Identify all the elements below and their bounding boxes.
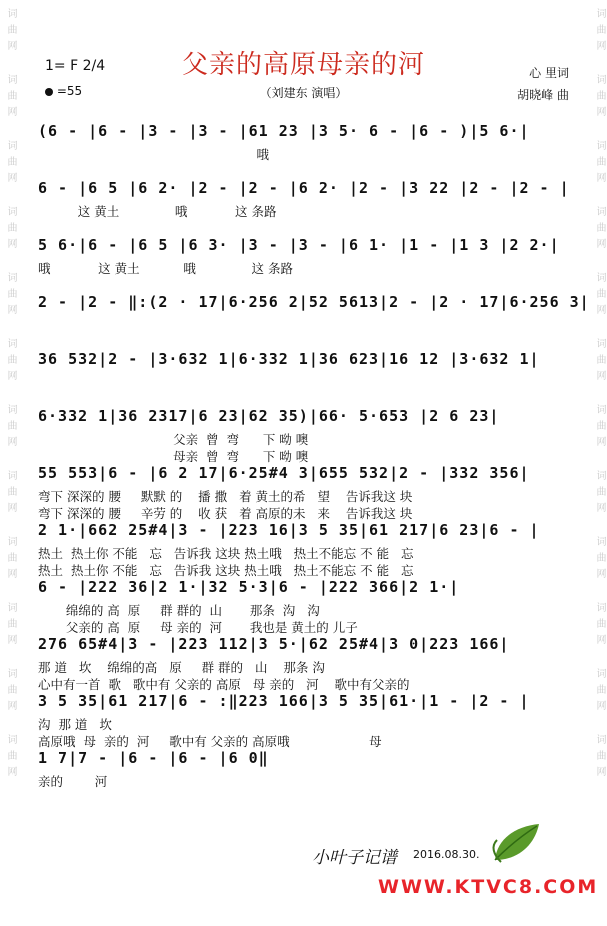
watermark-char: 网 <box>594 238 605 248</box>
watermark-char: 词 <box>594 404 605 414</box>
watermark-char: 曲 <box>594 750 605 760</box>
watermark-char: 网 <box>5 568 16 578</box>
watermark-char: 网 <box>594 436 605 446</box>
lyric-line: 这 黄土 哦 这 条路 <box>38 204 277 219</box>
watermark-char: 网 <box>594 634 605 644</box>
notation-line: 36 532|2 - |3·632 1|6·332 1|36 623|16 12 |3·632 1| <box>38 350 540 368</box>
watermark-char: 曲 <box>5 288 16 298</box>
lyric-line: 亲的 河 <box>38 774 108 789</box>
lyric-line: 父亲 曾 弯 下 呦 噢 <box>38 432 309 447</box>
lyricist-credit: 心 里词 <box>529 66 569 80</box>
watermark-char: 词 <box>5 404 16 414</box>
notation-line: 2 - |2 - ‖:(2 · 17|6·256 2|52 5613|2 - |2 · 17|6·256 3| <box>38 293 590 311</box>
lyric-line: 心中有一首 歌 歌中有 父亲的 高原 母 亲的 河 歌中有父亲的 <box>38 677 410 692</box>
watermark-char: 网 <box>594 766 605 776</box>
notation-line: 1 7|7 - |6 - |6 - |6 0‖ <box>38 749 269 767</box>
notation-line: 276 65#4|3 - |223 112|3 5·|62 25#4|3 0|223 166| <box>38 635 510 653</box>
watermark-char: 词 <box>5 272 16 282</box>
watermark-char: 曲 <box>5 354 16 364</box>
watermark-char: 曲 <box>5 156 16 166</box>
notation-line: 6·332 1|36 2317|6 23|62 35)|66· 5·653 |2 6 23| <box>38 407 500 425</box>
leaf-icon <box>487 820 542 865</box>
lyric-line: 绵绵的 高 原 群 群的 山 那条 沟 沟 <box>38 603 320 618</box>
watermark-char: 词 <box>594 8 605 18</box>
watermark-char: 网 <box>5 172 16 182</box>
watermark-char: 词 <box>594 272 605 282</box>
watermark-char: 词 <box>5 140 16 150</box>
lyric-line: 哦 <box>38 147 270 162</box>
lyric-line: 沟 那 道 坎 <box>38 717 112 732</box>
website-logo: WWW.KTVC8.COM <box>378 876 599 898</box>
transcription-date: 2016.08.30. <box>413 848 480 861</box>
watermark-char: 网 <box>594 40 605 50</box>
watermark-char: 曲 <box>5 684 16 694</box>
watermark-char: 曲 <box>594 618 605 628</box>
watermark-char: 网 <box>5 370 16 380</box>
watermark-char: 词 <box>5 470 16 480</box>
lyric-line: 弯下 深深的 腰 默默 的 播 撒 着 黄土的希 望 告诉我这 块 <box>38 489 413 504</box>
watermark-char: 词 <box>5 206 16 216</box>
composer-credit: 胡晓峰 曲 <box>517 88 569 102</box>
notation-line: 5 6·|6 - |6 5 |6 3· |3 - |3 - |6 1· |1 - |1 3 |2 2·| <box>38 236 560 254</box>
watermark-char: 曲 <box>594 684 605 694</box>
watermark-char: 网 <box>594 700 605 710</box>
watermark-char: 网 <box>594 370 605 380</box>
watermark-char: 曲 <box>5 222 16 232</box>
lyric-line: 热土 热土你 不能 忘 告诉我 这块 热土哦 热土不能忘 不 能 忘 <box>38 546 414 561</box>
watermark-char: 网 <box>5 700 16 710</box>
watermark-char: 网 <box>5 238 16 248</box>
singer-credit: （刘建东 演唱） <box>259 86 348 100</box>
watermark-char: 曲 <box>594 420 605 430</box>
watermark-char: 曲 <box>5 750 16 760</box>
tempo-value: =55 <box>56 84 83 98</box>
watermark-char: 词 <box>594 536 605 546</box>
watermark-char: 曲 <box>594 288 605 298</box>
watermark-char: 词 <box>594 74 605 84</box>
watermark-char: 网 <box>5 766 16 776</box>
lyric-line: 父亲的 高 原 母 亲的 河 我也是 黄土的 儿子 <box>38 620 358 635</box>
watermark-char: 曲 <box>5 618 16 628</box>
watermark-char: 词 <box>594 734 605 744</box>
watermark-char: 网 <box>5 40 16 50</box>
watermark-char: 曲 <box>5 552 16 562</box>
watermark-char: 曲 <box>594 156 605 166</box>
watermark-char: 网 <box>594 502 605 512</box>
lyric-line: 热土 热土你 不能 忘 告诉我 这块 热土哦 热土不能忘 不 能 忘 <box>38 563 414 578</box>
watermark-char: 曲 <box>5 420 16 430</box>
watermark-char: 网 <box>5 634 16 644</box>
watermark-char: 词 <box>594 206 605 216</box>
watermark-char: 曲 <box>594 552 605 562</box>
notation-line: 6 - |222 36|2 1·|32 5·3|6 - |222 366|2 1·| <box>38 578 460 596</box>
notation-line: (6 - |6 - |3 - |3 - |61 23 |3 5· 6 - |6 - )|5 6·| <box>38 122 530 140</box>
watermark-char: 曲 <box>5 90 16 100</box>
watermark-char: 词 <box>594 668 605 678</box>
watermark-char: 网 <box>594 172 605 182</box>
watermark-char: 网 <box>594 304 605 314</box>
watermark-char: 网 <box>5 304 16 314</box>
watermark-char: 曲 <box>594 486 605 496</box>
song-title: 父亲的高原母亲的河 <box>181 50 425 80</box>
notation-line: 55 553|6 - |6 2 17|6·25#4 3|655 532|2 - |332 356| <box>38 464 530 482</box>
watermark-char: 词 <box>5 338 16 348</box>
watermark-right <box>589 0 607 926</box>
watermark-left <box>0 0 18 926</box>
watermark-char: 词 <box>5 536 16 546</box>
watermark-char: 曲 <box>594 222 605 232</box>
watermark-char: 词 <box>594 602 605 612</box>
lyric-line: 高原哦 母 亲的 河 歌中有 父亲的 高原哦 母 <box>38 734 382 749</box>
watermark-char: 词 <box>594 338 605 348</box>
lyric-line: 弯下 深深的 腰 辛劳 的 收 获 着 高原的未 来 告诉我这 块 <box>38 506 413 521</box>
notation-line: 2 1·|662 25#4|3 - |223 16|3 5 35|61 217|6 23|6 - | <box>38 521 540 539</box>
watermark-char: 网 <box>594 106 605 116</box>
watermark-char: 网 <box>5 106 16 116</box>
watermark-char: 词 <box>5 602 16 612</box>
notation-line: 3 5 35|61 217|6 - :‖223 166|3 5 35|61·|1 - |2 - | <box>38 692 530 710</box>
transcriber-signature: 小叶子记谱 <box>312 848 397 868</box>
key-signature: 1= F 2/4 <box>45 58 106 74</box>
watermark-char: 网 <box>5 436 16 446</box>
watermark-char: 词 <box>5 668 16 678</box>
lyric-line: 母亲 曾 弯 下 呦 噢 <box>38 449 309 464</box>
watermark-char: 词 <box>5 8 16 18</box>
notation-line: 6 - |6 5 |6 2· |2 - |2 - |6 2· |2 - |3 22 |2 - |2 - | <box>38 179 570 197</box>
watermark-char: 曲 <box>594 90 605 100</box>
watermark-char: 词 <box>594 140 605 150</box>
watermark-char: 词 <box>5 734 16 744</box>
watermark-char: 曲 <box>594 24 605 34</box>
watermark-char: 词 <box>5 74 16 84</box>
watermark-char: 曲 <box>5 24 16 34</box>
watermark-char: 曲 <box>594 354 605 364</box>
lyric-line: 那 道 坎 绵绵的高 原 群 群的 山 那条 沟 <box>38 660 325 675</box>
lyric-line: 哦 这 黄土 哦 这 条路 <box>38 261 293 276</box>
watermark-char: 网 <box>5 502 16 512</box>
watermark-char: 词 <box>594 470 605 480</box>
watermark-char: 曲 <box>5 486 16 496</box>
watermark-char: 网 <box>594 568 605 578</box>
